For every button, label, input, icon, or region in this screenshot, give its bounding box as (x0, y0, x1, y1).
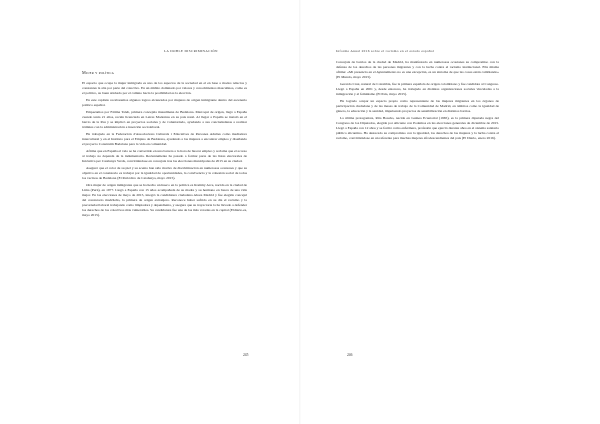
paragraph: Concejala de barrios de la ciudad de Madrid, ha manifestado en numerosas ocasiones su compromiso con la defensa de los derechos de las personas migrantes y con la lucha contra el racismo institucional. Ella misma afirma: «Mi presencia en el Ayuntamiento no es una excepción, es un síntoma de que las cosas están cambiando» (El Mundo, mayo 2015). (336, 60, 499, 79)
paragraph: La última protagonista, Rita Bosaho, nacida en Guinea Ecuatorial (1965), es la primera diputada negra del Congreso de los Diputados, elegida por Alicante con Podemos en las elecciones generales de diciembre de 2015. Llegó a España con 12 años y se formó como enfermera, profesión que ejerció durante años en el sistema sanitario público alicantino. Ha destacado su compromiso con la igualdad, los derechos de las mujeres y la lucha contra el racismo, convirtiéndose en un referente para muchas mujeres afrodescendientes del país (El Diario, enero 2016). (336, 116, 499, 140)
paragraph: Ha logrado ocupar un espacio propio como representante de las mujeres migrantes en los órganos de participación ciudadana y de las mesas de trabajo de la Comunidad de Madrid, en ámbitos como la igualdad de género, la educación y la sanidad, impulsando proyectos de sensibilización en distintos barrios. (336, 99, 499, 113)
paragraph: Otra mujer de origen inmigrante que se ha hecho un hueco en la política es Rommy Arce, nacida en la ciudad de Lima (Perú), en 1977. Llegó a España con 15 años acompañada de su madre y su hermano en busca de una vida mejor. En las elecciones de mayo de 2015, integró la candidatura ciudadana Ahora Madrid y fue elegida concejal del consistorio madrileño, la primera de origen extranjero. Reconoce haber sufrido en su día el racismo y la precariedad laboral trabajando como limpiadora y dependienta, y asegura que su trayectoria la ha llevado a defender los derechos de los colectivos más vulnerables. Su candidatura fue una de las más votadas en la capital (Eldiario.es, mayo 2015). (82, 183, 247, 217)
paragraph: En este capítulo recabaremos algunos logros alcanzados por mujeres de origen inmigrante dentro del escenario político español. (82, 98, 247, 107)
running-head: Informe Anual 2016 sobre el racismo en el estado español (336, 49, 435, 53)
section-heading: Mujer y política (82, 70, 115, 75)
paragraph: Afirma que en España el velo se ha convertido en una barrera a la hora de buscar empleo y reclama que el acceso al trabajo no dependa de la indumentaria. Recientemente ha pasado a formar parte de las listas electorales de Iniciativa per Catalunya Verds, convirtiéndose en concejala tras las elecciones municipales de 2015 en su ciudad. (82, 149, 247, 164)
paragraph: Gerardo Cruz, natural de Colombia, fue la primera española de origen colombiano y fue candidata al Congreso. Llegó a España en 2001 y, desde entonces, ha trabajado en distintas organizaciones sociales vinculadas a la inmigración y al feminismo (El País, mayo 2015). (336, 82, 499, 96)
running-head: LA DOBLE DISCRIMINACIÓN (164, 49, 218, 53)
page-number: 245 (243, 353, 249, 357)
paragraph: Aseguró que el color de su piel y su acento han sido motivo de discriminación en numerosas ocasiones y que su objetivo en el consistorio es trabajar por la igualdad de oportunidades, la convivencia y la cohesión social de todos los vecinos de Badalona (El Periódico de Catalunya, mayo 2015). (82, 166, 247, 181)
right-page (300, 0, 600, 424)
page-number: 246 (347, 353, 353, 357)
paragraph: Empezamos por Fátima Taleb, primera concejala musulmana de Badalona. Marroquí de origen, llegó a España cuando tenía 21 años, recién licenciada en Letras Modernas en su país natal. Al llegar a España se instaló en el barrio de la Pau y se implicó en proyectos sociales y de voluntariado, ayudando a sus conciudadanas a realizar trámites con la administración e inserción sociolaboral. (82, 110, 247, 129)
body-text (82, 67, 247, 220)
paragraph: Ha trabajado en la Federación d'Associacions Culturals i Educatives de Persones Adultes como mediadora intercultural y en el Instituto para el Empleo de Badalona, ayudando a las mujeres a encontrar empleo y diseñando el proyecto Construim Badalona para la vida en comunidad. (82, 132, 247, 146)
paragraph: El espacio que ocupa la mujer inmigrada es uno de los aspectos de la sociedad en el en base a modos relucios y constantes la alta por parte del colectivo. En un ámbito dominado por valores y conocimientos masculinos, como es el político, su buen atisbado por el camino hacia la posibilidad es la elección. (82, 80, 247, 95)
body-text (336, 60, 499, 143)
